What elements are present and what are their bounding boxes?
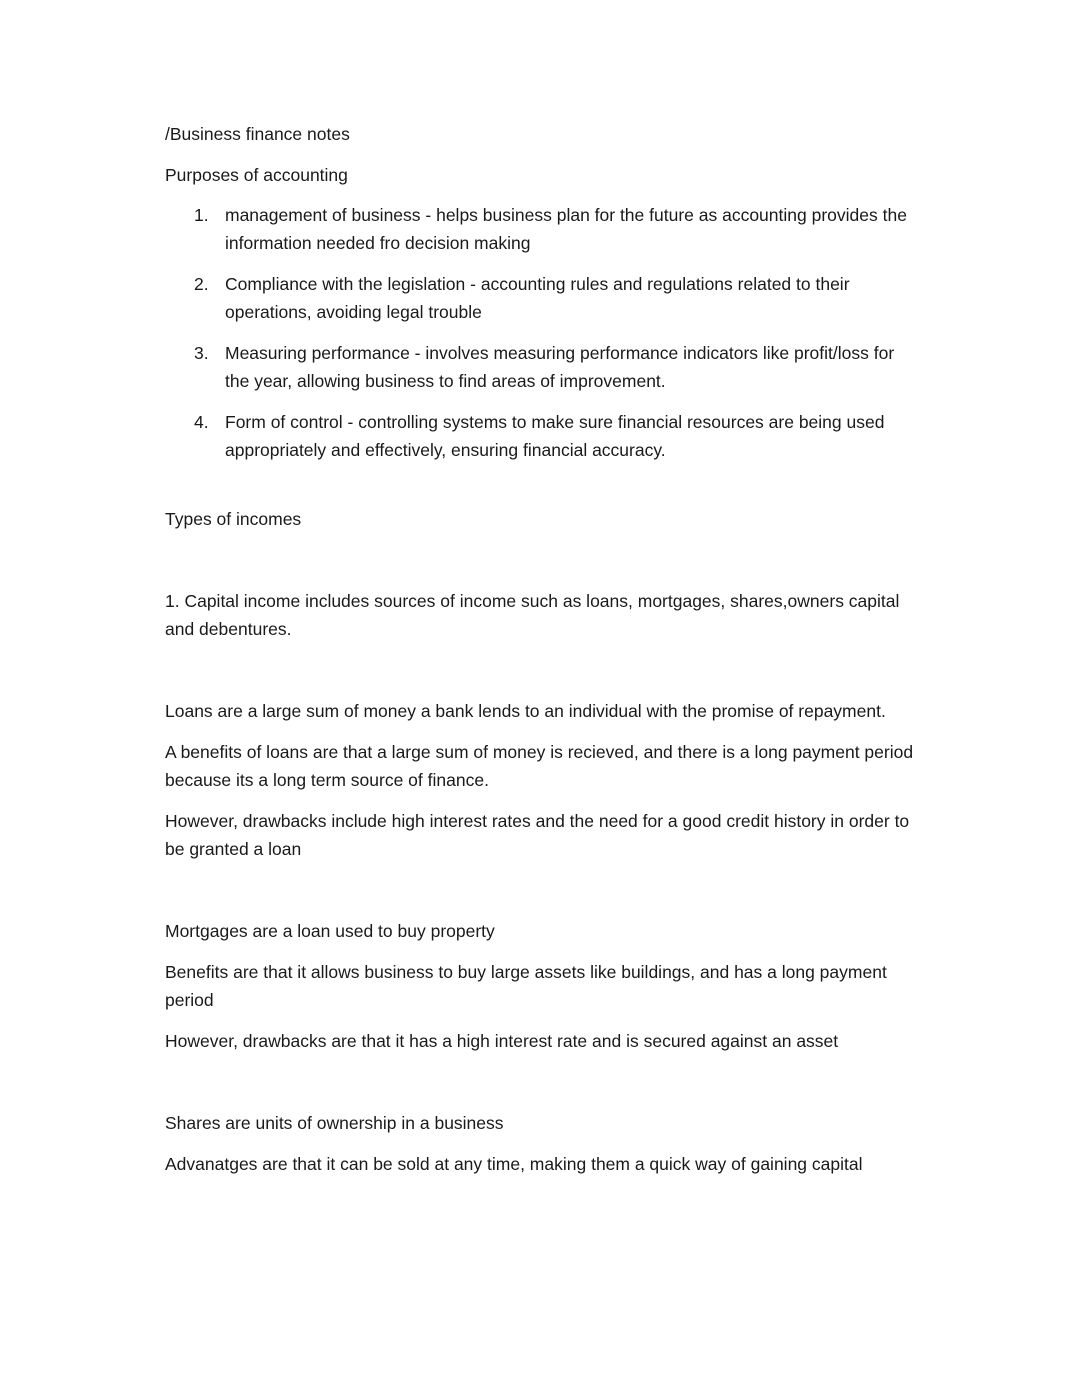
section-heading-incomes: Types of incomes: [165, 509, 302, 529]
list-item: [165, 339, 915, 395]
loans-definition: Loans are a large sum of money a bank lends to an individual with the promise of repayment.: [165, 701, 886, 721]
document-header: /Business finance notes: [165, 124, 350, 144]
list-item-number: 1.: [194, 205, 209, 225]
mortgages-definition: Mortgages are a loan used to buy property: [165, 921, 495, 941]
mortgages-benefits: Benefits are that it allows business to buy large assets like buildings, and has a long payment period: [165, 962, 887, 1010]
shares-definition: Shares are units of ownership in a business: [165, 1113, 504, 1133]
loans-benefits: A benefits of loans are that a large sum of money is recieved, and there is a long payment period because its a long term source of finance.: [165, 742, 914, 790]
list-item-number: 3.: [194, 343, 209, 363]
list-item-text: Form of control - controlling systems to make sure financial resources are being used appropriately and effectively, ensuring financial accuracy.: [225, 412, 885, 460]
mortgages-drawbacks: However, drawbacks are that it has a high interest rate and is secured against an asset: [165, 1031, 839, 1051]
document-body: [165, 120, 915, 1178]
list-item-text: Compliance with the legislation - accounting rules and regulations related to their operations, avoiding legal trouble: [225, 274, 850, 322]
list-item-text: Measuring performance - involves measuring performance indicators like profit/loss for the year, allowing business to find areas of improvement.: [225, 343, 895, 391]
list-item-number: 4.: [194, 412, 209, 432]
list-item: [165, 201, 915, 257]
list-item: [165, 408, 915, 464]
shares-advantages: Advanatges are that it can be sold at any time, making them a quick way of gaining capital: [165, 1154, 863, 1174]
list-item-text: management of business - helps business plan for the future as accounting provides the information needed fro decision making: [225, 205, 907, 253]
capital-income-paragraph: 1. Capital income includes sources of income such as loans, mortgages, shares,owners capital and debentures.: [165, 591, 900, 639]
list-item-number: 2.: [194, 274, 209, 294]
section-heading-purposes: Purposes of accounting: [165, 165, 348, 185]
list-item: [165, 270, 915, 326]
purposes-list: [165, 201, 915, 464]
loans-drawbacks: However, drawbacks include high interest rates and the need for a good credit history in order to be granted a loan: [165, 811, 910, 859]
